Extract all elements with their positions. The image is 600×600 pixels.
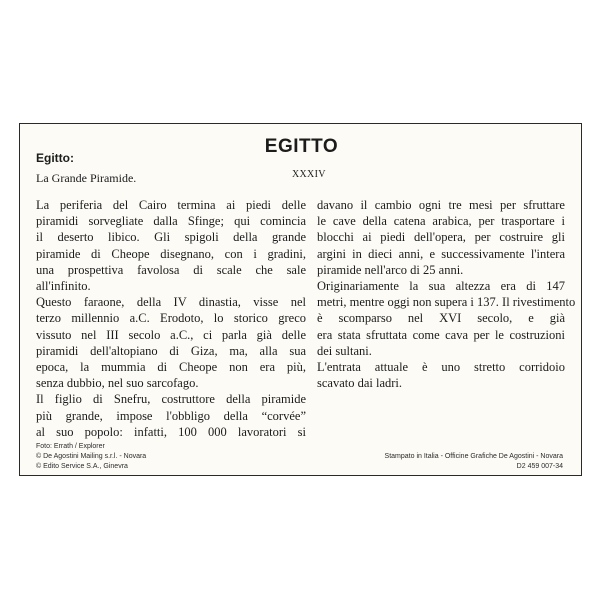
- printer-footer: [385, 452, 563, 472]
- printer-credit: Stampato in Italia - Officine Grafiche De Agostini - Novara: [384, 453, 563, 460]
- text-line: senza dubbio, nel suo sarcofago.: [36, 376, 199, 391]
- card-number: XXXIV: [292, 169, 326, 180]
- text-line: metri, mentre oggi non supera i 137. Il rivestimento: [317, 295, 576, 310]
- text-line: argini in dieci anni, e successivamente l'intera: [317, 246, 565, 261]
- subject-subtitle: La Grande Piramide.: [36, 171, 137, 185]
- text-line: le cave della catena arabica, per trasportare i: [317, 214, 565, 229]
- text-column-left: [36, 197, 306, 440]
- text-line: piramidi sorvegliate dalla Sfinge; qui comincia: [36, 214, 306, 229]
- card-title: EGITTO: [264, 136, 339, 157]
- copyright-line: © De Agostini Mailing s.r.l. - Novara: [36, 453, 147, 460]
- text-line: al suo popolo: infatti, 100 000 lavoratori si: [36, 424, 306, 439]
- text-line: terzo millennio a.C. Erodoto, lo storico greco: [36, 311, 306, 326]
- text-line: epoca, la mummia di Cheope non era più,: [36, 360, 306, 375]
- text-line: Il figlio di Snefru, costruttore della piramide: [36, 392, 306, 407]
- text-line: Originariamente la sua altezza era di 147: [317, 279, 565, 294]
- credits-footer: [36, 442, 146, 472]
- text-line: La periferia del Cairo termina ai piedi delle: [36, 198, 306, 212]
- text-line: L'entrata attuale è uno stretto corridoio: [317, 360, 565, 375]
- subject-heading: Egitto:: [36, 151, 74, 165]
- text-line: il deserto libico. Gli spigoli della grande: [36, 230, 306, 245]
- text-line: scavato dai ladri.: [317, 376, 403, 391]
- text-line: è scomparso nel XVI secolo, e già: [317, 311, 565, 326]
- text-line: davano il cambio ogni tre mesi per sfruttare: [317, 198, 565, 212]
- text-line: piramide nell'arco di 25 anni.: [317, 262, 464, 277]
- text-line: Questo faraone, della IV dinastia, visse nel: [36, 295, 306, 310]
- text-line: una prospettiva favolosa di scale che sale: [36, 262, 306, 277]
- text-line: blocchi ai piedi dell'opera, per costruire gli: [317, 230, 565, 245]
- text-line: dei sultani.: [317, 343, 372, 358]
- copyright-line: © Edito Service S.A., Ginevra: [36, 463, 128, 470]
- postcard: [19, 123, 582, 476]
- text-column-right: [317, 197, 576, 391]
- photo-credit: Foto: Errath / Explorer: [36, 443, 105, 450]
- text-line: più grande, impose l'obbligo della “corvée”: [36, 408, 306, 423]
- text-line: all'infinito.: [36, 279, 91, 294]
- text-line: piramide di Cheope disegnano, con i gradini,: [36, 246, 306, 261]
- card-code: D2 459 007-34: [516, 463, 563, 470]
- text-line: piramidi dell'altopiano di Giza, ma, alla sua: [36, 343, 306, 358]
- text-line: vissuto nel III secolo a.C., ci parla già delle: [36, 327, 306, 342]
- text-line: era stata sfruttata come cava per le costruzioni: [317, 327, 565, 342]
